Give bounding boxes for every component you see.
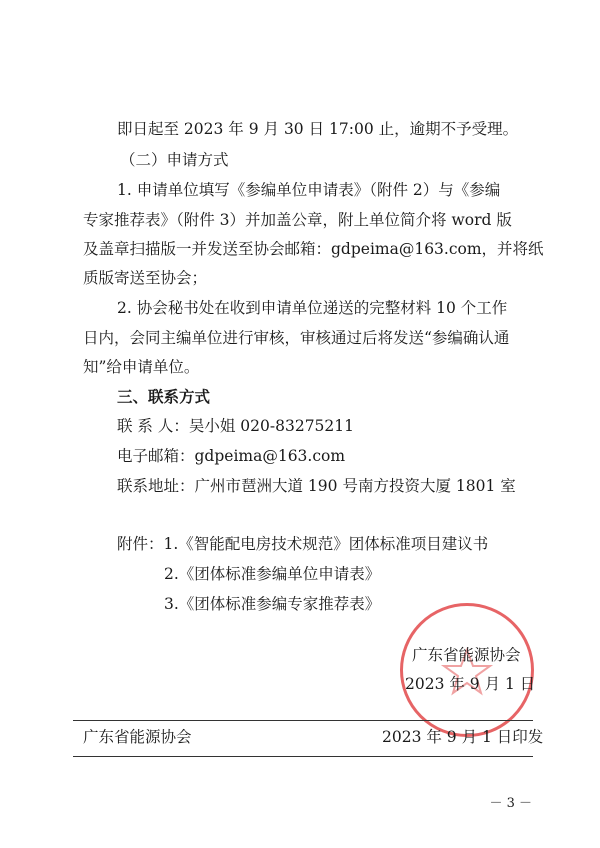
item-1-line-2: 专家推荐表》（附件 3）并加盖公章，附上单位简介将 word 版	[83, 211, 512, 229]
item-1-line-4: 质版寄送至协会；	[83, 269, 208, 287]
signature-org: 广东省能源协会	[412, 646, 521, 664]
seal-star-icon	[403, 606, 531, 734]
item-1-line-3: 及盖章扫描版一并发送至协会邮箱：gdpeima@163.com，并将纸	[83, 240, 544, 258]
signature-date: 2023 年 9 月 1 日	[405, 675, 536, 693]
footer-bottom-rule	[73, 756, 533, 757]
item-2-line-1: 2. 协会秘书处在收到申请单位递送的完整材料 10 个工作	[117, 299, 508, 317]
footer-top-rule	[73, 720, 533, 721]
item-2-line-3: 知”给申请单位。	[83, 358, 200, 376]
attachment-3: 3.《团体标准参编专家推荐表》	[164, 595, 381, 613]
attachment-1: 附件：1.《智能配电房技术规范》团体标准项目建议书	[117, 535, 489, 553]
item-2-line-2: 日内，会同主编单位进行审核，审核通过后将发送“参编确认通	[83, 329, 510, 347]
section-3-heading: 三、联系方式	[117, 388, 211, 406]
contact-person: 联 系 人：吴小姐 020-83275211	[117, 417, 354, 435]
official-seal	[400, 603, 534, 737]
attachment-2: 2.《团体标准参编单位申请表》	[164, 565, 381, 583]
section-2-heading: （二）申请方式	[120, 151, 229, 169]
contact-address: 联系地址：广州市琶洲大道 190 号南方投资大厦 1801 室	[117, 477, 516, 495]
footer-print-date: 2023 年 9 月 1 日印发	[382, 728, 544, 746]
item-1-line-1: 1. 申请单位填写《参编单位申请表》（附件 2）与《参编	[117, 181, 501, 199]
deadline-line: 即日起至 2023 年 9 月 30 日 17:00 止，逾期不予受理。	[117, 120, 519, 138]
footer-org: 广东省能源协会	[83, 728, 192, 746]
contact-email: 电子邮箱：gdpeima@163.com	[117, 447, 346, 465]
page-number: － 3 －	[489, 796, 532, 811]
